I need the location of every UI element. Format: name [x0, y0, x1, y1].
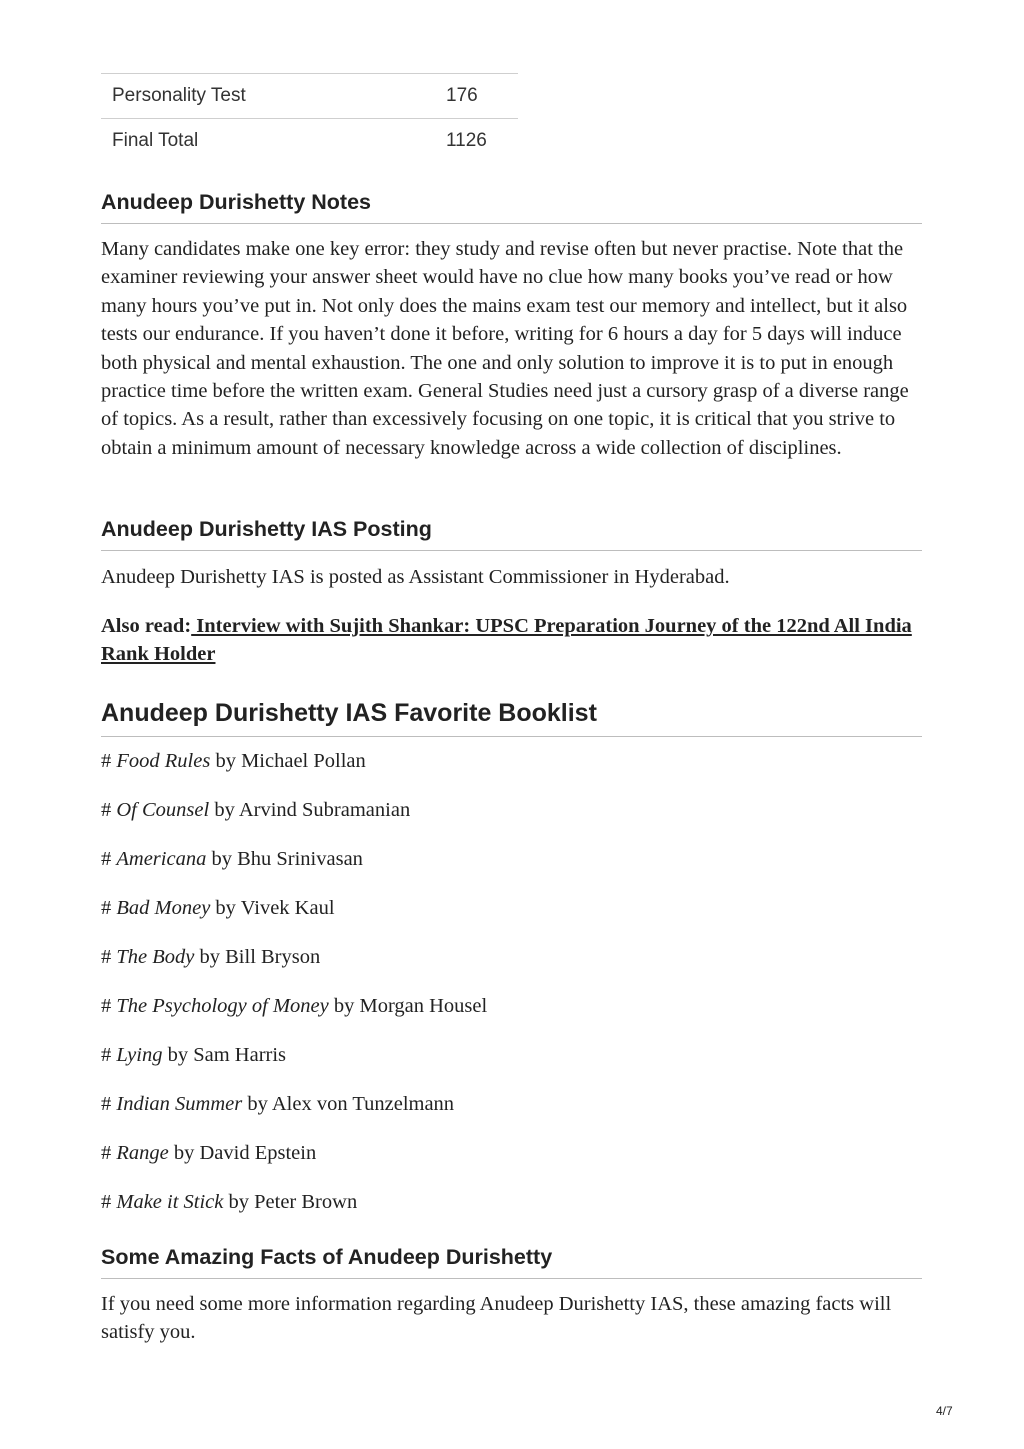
book-by: by — [247, 1093, 268, 1115]
book-by: by — [228, 1191, 250, 1213]
book-author: Bill Bryson — [225, 946, 321, 968]
table-cell-value: 176 — [435, 74, 518, 119]
book-by: by — [199, 946, 220, 968]
book-by: by — [214, 799, 235, 821]
book-bullet: # — [101, 1044, 112, 1066]
book-author: Arvind Subramanian — [238, 799, 411, 821]
book-title: Food Rules — [116, 750, 211, 772]
book-title: Indian Summer — [116, 1093, 243, 1115]
book-item — [101, 993, 922, 1019]
book-author: Michael Pollan — [241, 750, 366, 772]
book-author: David Epstein — [199, 1142, 317, 1164]
book-author: Vivek Kaul — [240, 897, 335, 919]
book-item — [101, 748, 922, 774]
book-author: Morgan Housel — [359, 995, 488, 1017]
posting-paragraph: Anudeep Durishetty IAS is posted as Assistant Commissioner in Hyderabad. — [101, 566, 730, 588]
book-bullet: # — [101, 1142, 112, 1164]
book-bullet: # — [101, 799, 112, 821]
notes-paragraph: Many candidates make one key error: they study and revise often but never practise. Note that the examiner reviewing your answer sheet would have no clue how many books you’ve read or how many hours you’ve put in. Not only does the mains exam test our memory and intellect, but it also tests our endurance. If you haven’t done it before, writing for 6 hours a day for 5 days will induce both physical and mental exhaustion. The one and only solution to improve it is to put in enough practice time before the written exam. General Studies need just a cursory grasp of a diverse range of topics. As a result, rather than excessively focusing on one topic, it is critical that you strive to obtain a minimum amount of necessary knowledge across a wide collection of disciplines. — [101, 238, 909, 459]
book-by: by — [215, 750, 236, 772]
book-author: Alex von Tunzelmann — [271, 1093, 455, 1115]
book-item — [101, 1140, 922, 1166]
book-bullet: # — [101, 897, 112, 919]
table-row — [101, 74, 518, 119]
book-title: Bad Money — [116, 897, 211, 919]
page-number: 4/7 — [936, 1404, 953, 1418]
book-item — [101, 1189, 922, 1215]
facts-paragraph: If you need some more information regarding Anudeep Durishetty IAS, these amazing facts will satisfy you. — [101, 1293, 892, 1344]
book-bullet: # — [101, 995, 112, 1017]
table-cell-label: Personality Test — [101, 74, 435, 119]
table-cell-label: Final Total — [101, 119, 435, 164]
facts-heading: Some Amazing Facts of Anudeep Durishetty — [101, 1244, 922, 1279]
score-table — [101, 73, 518, 163]
book-by: by — [167, 1044, 189, 1066]
book-item — [101, 1091, 922, 1117]
book-author: Bhu Srinivasan — [237, 848, 363, 870]
book-title: Americana — [116, 848, 207, 870]
book-bullet: # — [101, 1093, 112, 1115]
also-read-label: Also read: — [101, 615, 192, 637]
book-item — [101, 895, 922, 921]
book-by: by — [211, 848, 232, 870]
book-title: Lying — [116, 1044, 163, 1066]
book-bullet: # — [101, 1191, 112, 1213]
book-bullet: # — [101, 750, 112, 772]
table-cell-value: 1126 — [435, 119, 518, 164]
book-item — [101, 1042, 922, 1068]
book-by: by — [173, 1142, 195, 1164]
book-author: Peter Brown — [254, 1191, 358, 1213]
also-read-link[interactable]: Interview with Sujith Shankar: UPSC Preparation Journey of the 122nd All India Rank Holder — [101, 615, 912, 666]
table-row — [101, 119, 518, 164]
book-bullet: # — [101, 946, 112, 968]
book-item — [101, 846, 922, 872]
book-title: The Body — [116, 946, 195, 968]
book-author: Sam Harris — [193, 1044, 287, 1066]
book-item — [101, 797, 922, 823]
book-title: The Psychology of Money — [116, 995, 329, 1017]
booklist-heading: Anudeep Durishetty IAS Favorite Booklist — [101, 698, 922, 737]
book-by: by — [215, 897, 236, 919]
book-bullet: # — [101, 848, 112, 870]
notes-heading: Anudeep Durishetty Notes — [101, 189, 922, 224]
book-title: Of Counsel — [116, 799, 210, 821]
book-item — [101, 944, 922, 970]
book-title: Make it Stick — [116, 1191, 224, 1213]
book-title: Range — [116, 1142, 169, 1164]
book-by: by — [333, 995, 355, 1017]
posting-heading: Anudeep Durishetty IAS Posting — [101, 516, 922, 551]
also-read — [101, 612, 922, 669]
